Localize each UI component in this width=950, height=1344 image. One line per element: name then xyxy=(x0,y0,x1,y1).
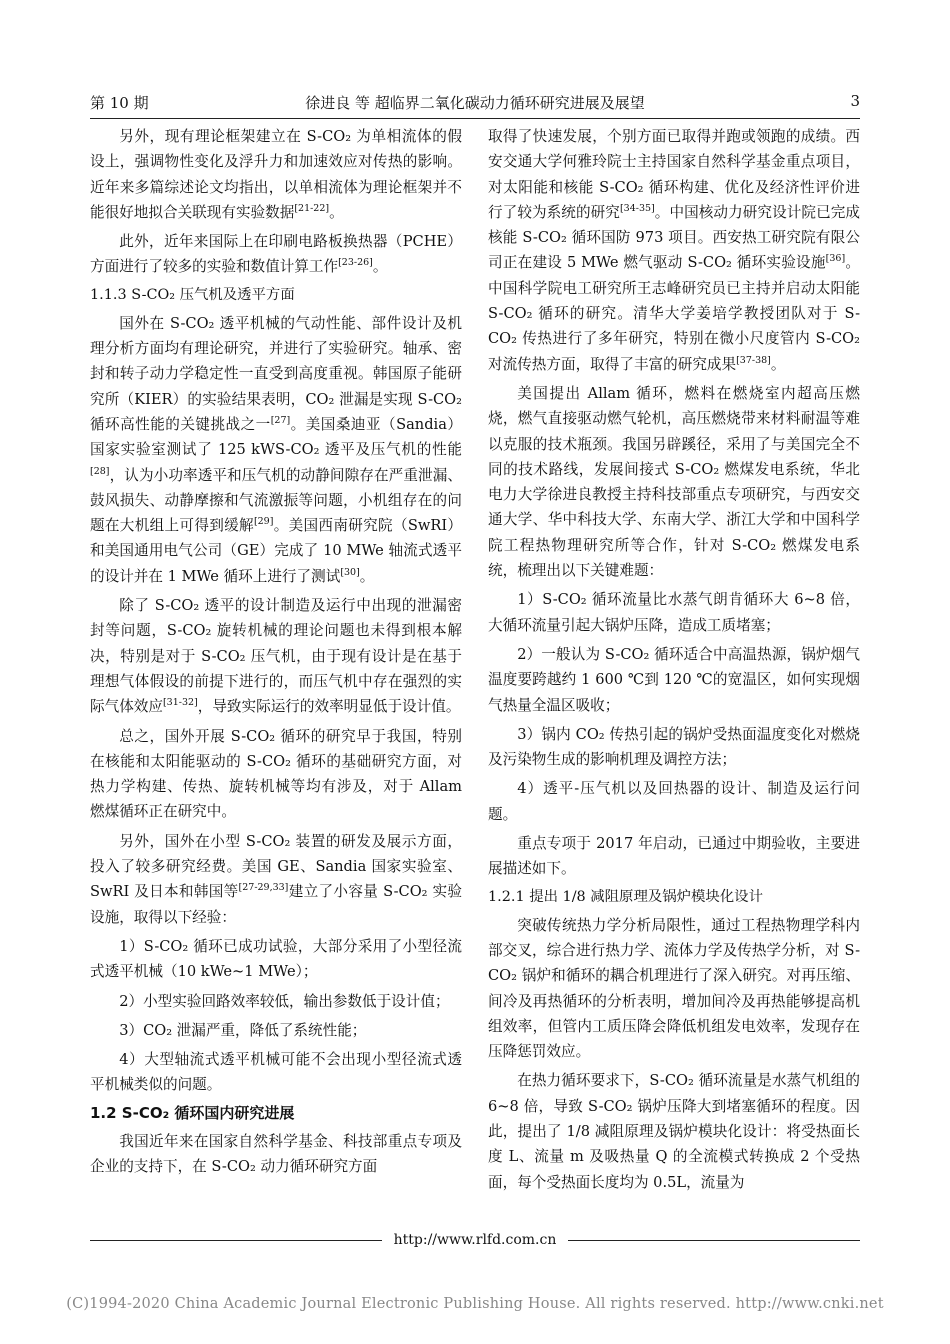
list-item: 4）透平-压气机以及回热器的设计、制造及运行问题。 xyxy=(488,780,860,823)
citation: [34-35] xyxy=(619,203,655,215)
paragraph: 总之，国外开展 S-CO₂ 循环的研究早于我国，特别在核能和太阳能驱动的 S-CO₂ 循环的基础研究方面，对热力学构建、传热、旋转机械等均有涉及，对于 Allam 燃煤循环正在研究中。 xyxy=(90,727,462,821)
citation: [37-38] xyxy=(736,354,771,366)
paragraph: 此外，近年来国际上在印刷电路板换热器（PCHE）方面进行了较多的实验和数值计算工作[23-26]。 xyxy=(90,233,462,276)
list-item: 3）CO₂ 泄漏严重，降低了系统性能； xyxy=(119,1021,367,1039)
paragraph: 在热力循环要求下，S-CO₂ 循环流量是水蒸气机组的 6~8 倍，导致 S-CO₂ 锅炉压降大到堵塞循环的程度。因此，提出了 1/8 减阻原理及锅炉模块化设计：将受热面长度 L、流量 m 及吸热量 Q 的全流模式转换成 2 个受热面，每个受热面长度均为 0.5L，流量为 xyxy=(488,1072,860,1191)
running-header xyxy=(90,92,860,119)
paragraph: 另外，国外在小型 S-CO₂ 装置的研发及展示方面，投入了较多研究经费。美国 GE、Sandia 国家实验室、SwRI 及日本和韩国等[27-29,33]建立了小容量 S-CO₂ 实验设施，取得以下经验： xyxy=(90,832,462,926)
footer-rule xyxy=(90,1232,860,1257)
list-item: 1）S-CO₂ 循环流量比水蒸气朗肯循环大 6~8 倍，大循环流量引起大锅炉压降，造成工质堵塞； xyxy=(488,591,860,634)
paragraph: 重点专项于 2017 年启动，已通过中期验收，主要进展描述如下。 xyxy=(488,835,860,878)
left-column xyxy=(90,124,462,1183)
paragraph: 我国近年来在国家自然科学基金、科技部重点专项及企业的支持下，在 S-CO₂ 动力循环研究方面 xyxy=(90,1132,462,1175)
citation: [27-29,33] xyxy=(238,882,289,894)
right-column xyxy=(488,124,860,1199)
list-item: 1）S-CO₂ 循环已成功试验，大部分采用了小型径流式透平机械（10 kWe~1 MWe）； xyxy=(90,937,462,981)
citation: [31-32] xyxy=(162,697,198,709)
issue-number: 第 10 期 xyxy=(90,94,149,112)
paragraph: 另外，现有理论框架建立在 S-CO₂ 为单相流体的假设上，强调物性变化及浮升力和加速效应对传热的影响。近年来多篇综述论文均指出，以单相流体为理论框架并不能很好地拟合关联现有实验数据[21-22]。 xyxy=(90,128,462,221)
copyright-notice: (C)1994-2020 China Academic Journal Electronic Publishing House. All rights reserved. http://www.cnki.net xyxy=(66,1296,884,1312)
page-number: 3 xyxy=(850,92,860,110)
paragraph: 国外在 S-CO₂ 透平机械的气动性能、部件设计及机理分析方面均有理论研究，并进行了实验研究。轴承、密封和转子动力学稳定性一直受到高度重视。韩国原子能研究所（KIER）的实验结果表明，CO₂ 泄漏是实现 S-CO₂ 循环高性能的关键挑战之一[27]。美国桑迪亚（Sandia）国家实验室测试了 125 kWS-CO₂ 透平及压气机的性能[28]，认为小功率透平和压气机的动静间隙存在严重泄漏、鼓风损失、动静摩擦和气流激振等问题，小机组存在的问题在大机组上可得到缓解[29]。美国西南研究院（SwRI）和美国通用电气公司（GE）完成了 10 MWe 轴流式透平的设计并在 1 MWe 循环上进行了测试[30]。 xyxy=(90,314,462,585)
journal-url[interactable]: http://www.rlfd.com.cn xyxy=(382,1232,569,1248)
citation: [21-22] xyxy=(294,203,330,215)
list-item: 3）锅内 CO₂ 传热引起的锅炉受热面温度变化对燃烧及污染物生成的影响机理及调控方法； xyxy=(488,725,860,769)
running-title: 徐进良 等 超临界二氧化碳动力循环研究进展及展望 xyxy=(305,94,645,112)
list-item: 4）大型轴流式透平机械可能不会出现小型径流式透平机械类似的问题。 xyxy=(90,1051,462,1094)
citation: [28] xyxy=(90,465,110,477)
section-heading-1-1-3: 1.1.3 S-CO₂ 压气机及透平方面 xyxy=(90,286,295,303)
citation: [27] xyxy=(270,415,291,427)
citation: [23-26] xyxy=(338,257,373,269)
citation: [29] xyxy=(253,516,274,528)
paragraph: 除了 S-CO₂ 透平的设计制造及运行中出现的泄漏密封等问题，S-CO₂ 旋转机械的理论问题也未得到根本解决，特别是对于 S-CO₂ 压气机，由于现有设计是在基于理想气体假设的前提下进行的，而压气机中存在强烈的实际气体效应[31-32]，导致实际运行的效率明显低于设计值。 xyxy=(90,597,462,716)
paragraph: 美国提出 Allam 循环，燃料在燃烧室内超高压燃烧，燃气直接驱动燃气轮机，高压燃烧带来材料耐温等难以克服的技术瓶颈。我国另辟蹊径，采用了与美国完全不同的技术路线，发展间接式 S-CO₂ 燃煤发电系统，华北电力大学徐进良教授主持科技部重点专项研究，与西安交通大学、华中科技大学、东南大学、浙江大学和中国科学院工程热物理研究所等合作，针对 S-CO₂ 燃煤发电系统，梳理出以下关键难题： xyxy=(488,384,860,580)
section-heading-1-2-1: 1.2.1 提出 1/8 减阻原理及锅炉模块化设计 xyxy=(488,888,763,905)
list-item: 2）小型实验回路效率较低，输出参数低于设计值； xyxy=(119,992,450,1010)
section-heading-1-2: 1.2 S-CO₂ 循环国内研究进展 xyxy=(90,1103,295,1122)
paragraph: 取得了快速发展，个别方面已取得并跑或领跑的成绩。西安交通大学何雅玲院士主持国家自然科学基金重点项目，对太阳能和核能 S-CO₂ 循环构建、优化及经济性评价进行了较为系统的研究[34-35]。中国核动力研究设计院已完成核能 S-CO₂ 循环国防 973 项目。西安热工研究院有限公司正在建设 5 MWe 燃气驱动 S-CO₂ 循环实验设施[36]。中国科学院电工研究所王志峰研究员已主持并启动太阳能 S-CO₂ 循环的研究。清华大学姜培学教授团队对于 S-CO₂ 传热进行了多年研究，特别在微小尺度管内 S-CO₂ 对流传热方面，取得了丰富的研究成果[37-38]。 xyxy=(488,128,860,373)
list-item: 2）一般认为 S-CO₂ 循环适合中高温热源，锅炉烟气温度要跨越约 1 600 ℃到 120 ℃的宽温区，如何实现烟气热量全温区吸收； xyxy=(488,645,860,714)
paragraph: 突破传统热力学分析局限性，通过工程热物理学科内部交叉，综合进行热力学、流体力学及传热学分析，对 S-CO₂ 锅炉和循环的耦合机理进行了深入研究。对再压缩、间冷及再热循环的分析表明，增加间冷及再热能够提高机组效率，但管内工质压降会降低机组发电效率，发现存在压降惩罚效应。 xyxy=(488,916,860,1061)
citation: [36] xyxy=(825,253,846,265)
citation: [30] xyxy=(340,566,360,578)
